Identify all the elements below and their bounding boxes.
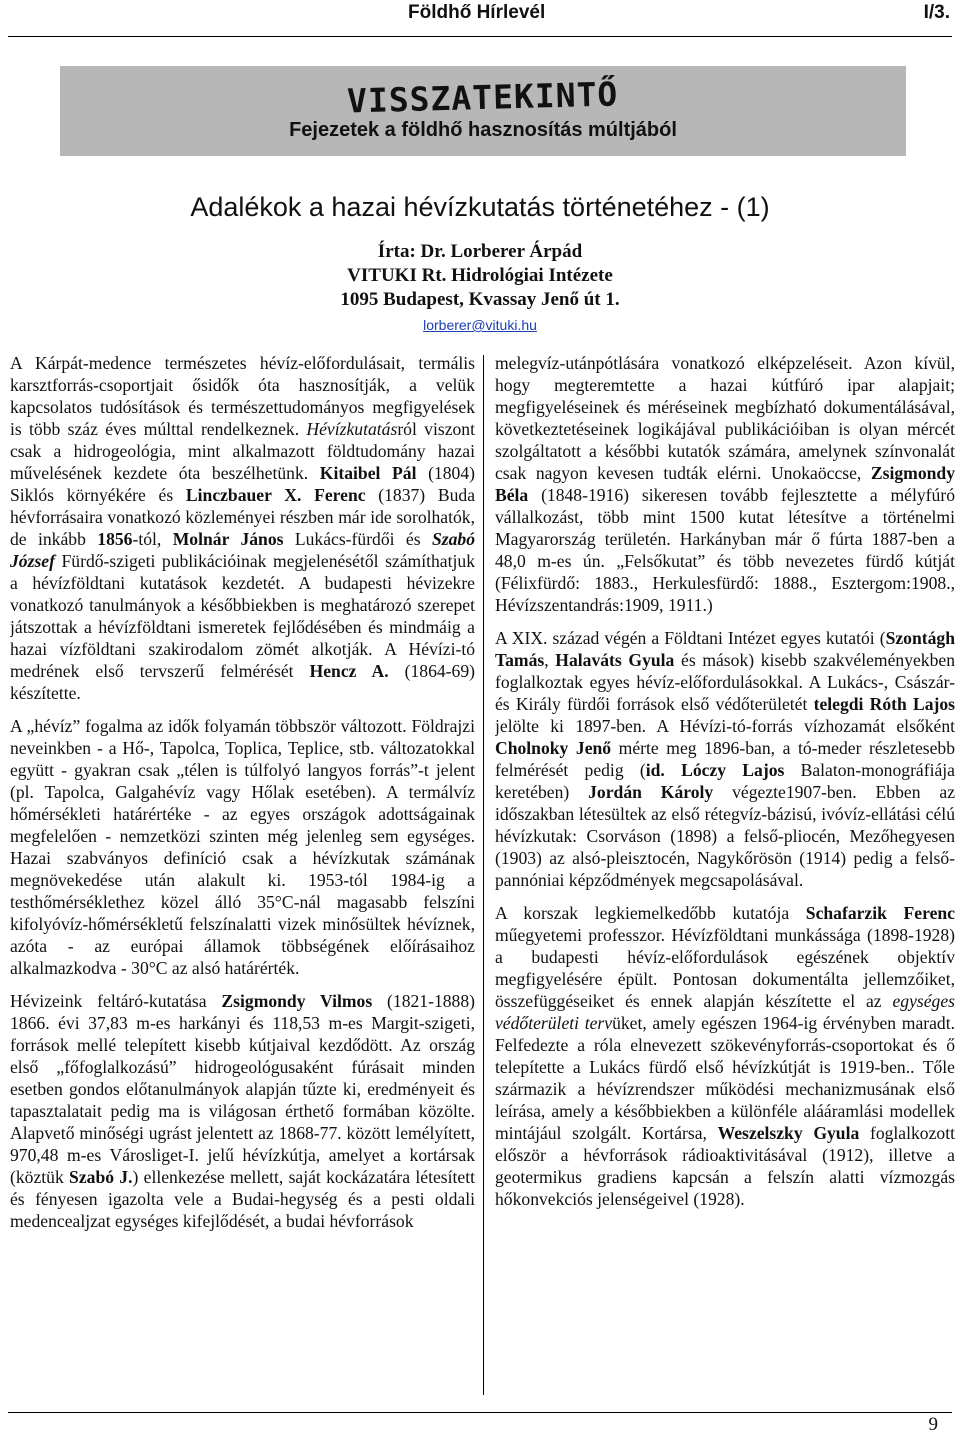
left-column (10, 352, 475, 1397)
banner-subtitle: Fejezetek a földhő hasznosítás múltjából (289, 119, 677, 141)
paragraph: A „hévíz” fogalma az idők folyamán többször változott. Földrajzi neveinkben - a Hő-, Tapolca, Toplica, Teplice, stb. változatokkal együtt - gyakran csak „télen is túlfolyó langyos forrás”-t jelent (pl. Tapolca, Galgahévíz vagy Hőlak esetében). A termálvíz hőmérsékleti határértéke - az egyes országok adottságainak megfelelően - nemzetközi szinten még jelenleg sem egységes. Hazai szabványos definíció csak a hévízkutak számának megnövekedése után alakult ki. 1953-tól 1984-ig a testhőmérséklethez közel álló 35°C-nál magasabb felszíni kifolyóvíz-hőmérsékletű felszínalatti vizek minősültek hévíznek, azóta - az európai államok többségének előírásaihoz alkalmazkodva - 30°C az alsó határérték. (10, 716, 475, 978)
section-banner (60, 66, 906, 156)
institute-line: VITUKI Rt. Hidrológiai Intézete (347, 265, 613, 286)
page-number: 9 (928, 1414, 938, 1435)
paragraph: Hévizeink feltáró-kutatása Zsigmondy Vilmos (1821-1888) 1866. évi 37,83 m-es harkányi és 118,53 m-es Margit-szigeti, források mellé telepített kisebb kútjaival kezdődött. Az ország első „főfoglalkozású” hidrogeológusaként fúrásait minden esetben gondos előtanulmányok alapján tűzte ki, eredményeit és tapasztalatait pedig ma is világosan érthető formában közölte. Alapvető minőségi ugrást jelentett az 1868-77. között lemélyített, 970,48 m-es Városliget-I. jelű hévízkútja, amelyet a kortársak (köztük Szabó J.) ellenkezése mellett, saját kockázatára létesített és fényesen igazolta vele a Budai-hegység és a pesti oldali medencealjzat egységes kifejlődését, a budai hévforrások (10, 991, 475, 1231)
footer-rule (8, 1412, 952, 1413)
paragraph: A XIX. század végén a Földtani Intézet egyes kutatói (Szontágh Tamás, Halaváts Gyula és mások) kisebb szakvéleményekben foglalkoztak egyes hévíz-előfordulásokkal. A Lukács-, Császár- és Király fürdői források első védőterületét telegdi Róth Lajos jelölte ki 1897-ben. A Hévízi-tó-forrás vízhozamát elsőként Cholnoky Jenő mérte meg 1896-ban, a tó-meder részletesebb felmérését pedig (id. Lóczy Lajos Balaton-monográfiája keretében) Jordán Károly végezte1907-ben. Ebben az időszakban létesültek az első rétegvíz-bázisú, ivóvíz-ellátási célú hévízkutak: Csorváson (1898) a felső-pliocén, Mezőhegyesen (1903) az alsó-pleisztocén, Nagykőrösön (1914) pedig a felső-pannóniai képződmények megcsapolásával. (495, 628, 955, 890)
paragraph: melegvíz-utánpótlására vonatkozó elképzeléseit. Azon kívül, hogy megteremtette a hazai kútfúró ipar alapjait; megfigyeléseinek és méréseinek megbízható dokumentálásával, következtetéseinek logikájával publikációiban is olyan mércét szolgáltatott a későbbi kutatók számára, amelynek színvonalát csak nagyon kevesen tudták elérni. Unokaöccse, Zsigmondy Béla (1848-1916) sikeresen tovább fejlesztette a mélyfúró vállalkozást, több mint 1500 kutat létesítve a történelmi Magyarország területén. Harkányban már ő fúrta 1887-ben a 48,0 m-es ún. „Felsőkutat” és több nevezetes fürdő kútját (Félixfürdő: 1883., Herkulesfürdő: 1888., Esztergom:1908., Hévízszentandrás:1909, 1911.) (495, 353, 955, 615)
banner-title: VISSZATEKINTŐ (346, 74, 620, 121)
publication-name: Földhő Hírlevél (408, 2, 546, 23)
author-line: Írta: Dr. Lorberer Árpád (377, 241, 583, 262)
author-block (0, 240, 960, 334)
author-email-link[interactable]: lorberer@vituki.hu (423, 317, 537, 333)
address-line: 1095 Budapest, Kvassay Jenő út 1. (340, 289, 620, 310)
paragraph: A Kárpát-medence természetes hévíz-előfordulásait, termális karsztforrás-csoportjait ősidők óta hasznosítják, a velük kapcsolatos tudósítások és természettudományos megfigyelések is több száz éves múlttal rendelkeznek. Hévízkutatásról viszont csak a hidrogeológia, mint alkalmazott földtudomány hazai művelésének kezdete óta beszélhetünk. Kitaibel Pál (1804) Siklós környékére és Linczbauer X. Ferenc (1837) Buda hévforrásaira vonatkozó közleményei részben már ide sorolhatók, de inkább 1856-tól, Molnár János Lukács-fürdői és Szabó József Fürdő-szigeti publikációinak megjelenésétől számíthatjuk a hévízföldtani kutatások kezdetét. A budapesti hévizekre vonatkozó tanulmányok a későbbiekben is meghatározó szerepet játszottak a hévízföldtani ismeretek fejlődésében és mindmáig a hazai vízföldtani szakirodalom zömét alkotják. A Hévízi-tó medrének első tervszerű felmérését Hencz A. (1864-69) készítette. (10, 353, 475, 703)
article-title: Adalékok a hazai hévízkutatás történetéhez - (1) (190, 192, 770, 222)
right-column (495, 352, 955, 1397)
column-divider (483, 355, 484, 1395)
header-rule (8, 36, 952, 37)
issue-number: I/3. (923, 2, 950, 23)
paragraph: A korszak legkiemelkedőbb kutatója Schafarzik Ferenc műegyetemi professzor. Hévízföldtani munkássága (1898-1928) a budapesti hévíz-előfordulások egészének objektív megfigyelésére épült. Pontosan dokumentálta jellemzőiket, összefüggéseiket és ennek alapján készítette el az egységes védőterületi tervüket, amely egészen 1964-ig érvényben maradt. Felfedezte a róla elnevezett szökevényforrás-csoportokat és ő telepítette a Lukács fürdő első hévízkútját is 1919-ben.. Tőle származik a hévízrendszer működési mechanizmusának első leírása, amely a későbbiekben a különféle alááramlási modellek mintájául szolgált. Kortársa, Weszelszky Gyula foglalkozott először a hévforrások rádioaktivitásával (1912), illetve a geotermikus gradiens kapcsán a felszín alatti vízmozgás hőkonvekciós jelenségeivel (1928). (495, 903, 955, 1209)
